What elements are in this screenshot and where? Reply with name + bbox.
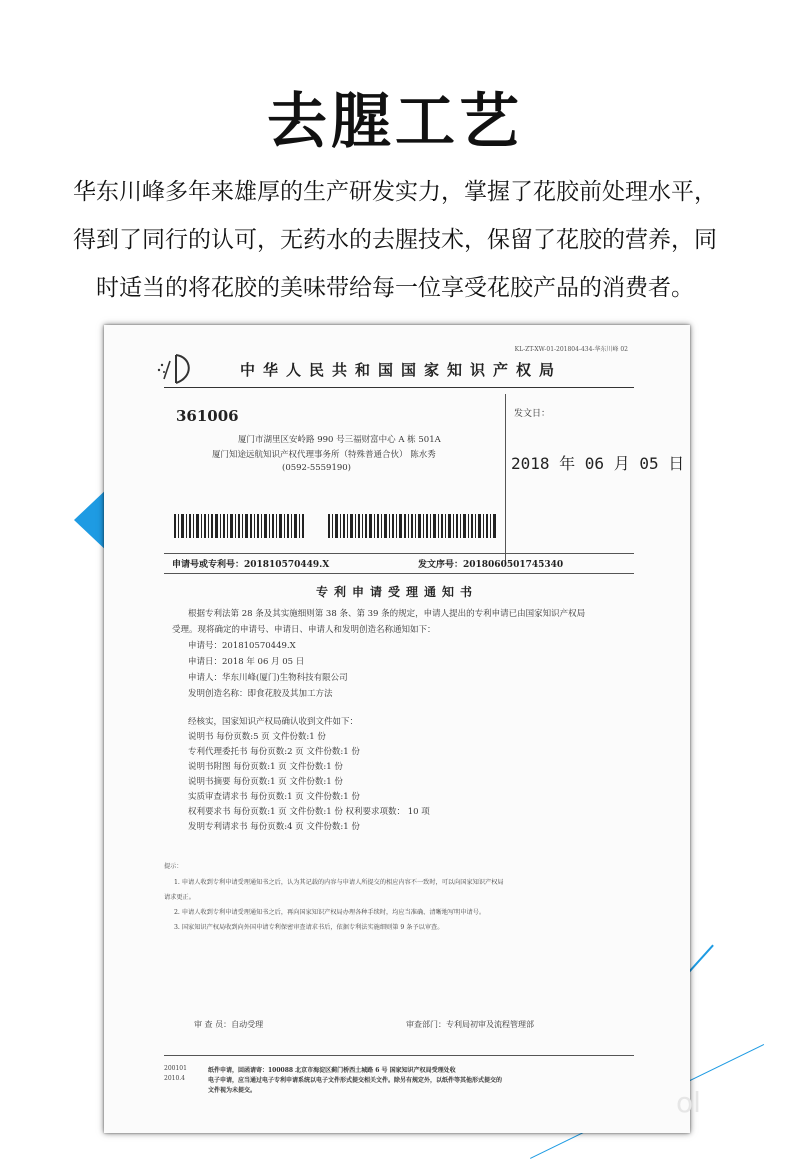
document-ref-code: KL-ZT-XW-01-201804-434-华东川峰 02 <box>514 346 628 353</box>
address-line: (0592-5559190) <box>282 463 351 473</box>
paragraph-line: 根据专利法第 28 条及其实施细则第 38 条、第 39 条的规定，申请人提出的专利申请已由国家知识产权局 <box>188 609 586 619</box>
page-title: 去腥工艺 <box>267 87 523 157</box>
field-line: 发明创造名称：即食花胶及其加工方法 <box>188 689 333 699</box>
divider <box>164 1055 634 1056</box>
issue-date-value: 2018 年 06 月 05 日 <box>511 454 685 473</box>
field-line: 申请号：201810570449.X <box>188 641 296 651</box>
form-code: 200101 <box>164 1065 187 1072</box>
barcode-left <box>174 514 304 538</box>
tips-label: 提示： <box>164 863 183 870</box>
tip-line: 3. 国家知识产权局收到向外国申请专利保密审查请求书后，依据专利法实施细则第 9 条予以审查。 <box>174 924 444 931</box>
patent-notice-document <box>104 325 690 1133</box>
address-line: 厦门知途远航知识产权代理事务所（特殊普通合伙） 陈水秀 <box>212 450 436 460</box>
examiner: 审 查 员：自动受理 <box>194 1020 264 1029</box>
form-version: 2010.4 <box>164 1075 185 1082</box>
tip-line: 1. 申请人收到专利申请受理通知书之后，认为其记载的内容与申请人所提交的相应内容不一致时，可以向国家知识产权局 <box>174 879 504 886</box>
intro-line: 华东川峰多年来雄厚的生产研发实力，掌握了花胶前处理水平， <box>73 179 717 205</box>
serial-number: 发文序号：2018060501745340 <box>418 560 564 570</box>
intro-line: 时适当的将花胶的美味带给每一位享受花胶产品的消费者。 <box>96 275 694 301</box>
paragraph-line: 受理。现将确定的申请号、申请日、申请人和发明创造名称通知如下： <box>172 625 436 635</box>
tip-line: 请求更正。 <box>164 894 195 901</box>
intro-text <box>40 168 750 312</box>
postcode: 361006 <box>176 407 239 425</box>
file-line: 说明书摘要 每份页数:1 页 文件份数:1 份 <box>188 777 343 787</box>
intro-line: 得到了同行的认可，无药水的去腥技术，保留了花胶的营养，同 <box>73 227 717 253</box>
tip-line: 2. 申请人收到专利申请受理通知书之后，再向国家知识产权局办理各种手续时，均应当准确、清晰地写明申请号。 <box>174 909 486 916</box>
file-line: 说明书 每份页数:5 页 文件份数:1 份 <box>188 732 326 742</box>
divider <box>164 573 634 574</box>
watermark-text: ol <box>676 1086 701 1119</box>
file-line: 说明书附图 每份页数:1 页 文件份数:1 份 <box>188 762 343 772</box>
file-line: 实质审查请求书 每份页数:1 页 文件份数:1 份 <box>188 792 360 802</box>
footer-line: 纸件申请，回函请寄：100088 北京市海淀区蓟门桥西土城路 6 号 国家知识产权局受理处收 <box>208 1067 456 1074</box>
agency-name: 中华人民共和国国家知识产权局 <box>240 361 563 379</box>
address-line: 厦门市湖里区安岭路 990 号三福财富中心 A 栋 501A <box>238 435 441 445</box>
file-line: 专利代理委托书 每份页数:2 页 文件份数:1 份 <box>188 747 360 757</box>
file-line: 发明专利请求书 每份页数:4 页 文件份数:1 份 <box>188 822 360 832</box>
barcode-right <box>328 514 496 538</box>
field-line: 申请日：2018 年 06 月 05 日 <box>188 657 305 667</box>
field-line: 申请人：华东川峰(厦门)生物科技有限公司 <box>188 673 348 683</box>
files-intro: 经核实，国家知识产权局确认收到文件如下： <box>188 717 359 727</box>
address-box <box>164 394 506 562</box>
divider <box>164 387 634 388</box>
examining-department: 审查部门：专利局初审及流程管理部 <box>406 1020 534 1029</box>
file-line: 权利要求书 每份页数:1 页 文件份数:1 份 权利要求项数： 10 项 <box>188 807 430 817</box>
footer-line: 文件视为未提交。 <box>208 1087 257 1094</box>
issue-date-label: 发文日： <box>514 409 551 419</box>
application-number: 申请号或专利号：201810570449.X <box>172 560 330 570</box>
notice-title: 专利申请受理通知书 <box>315 585 478 599</box>
footer-line: 电子申请，应当通过电子专利申请系统以电子文件形式提交相关文件。除另有规定外，以纸件等其他形式提交的 <box>208 1077 503 1084</box>
cnipa-emblem-icon <box>156 353 198 385</box>
divider <box>164 553 634 554</box>
